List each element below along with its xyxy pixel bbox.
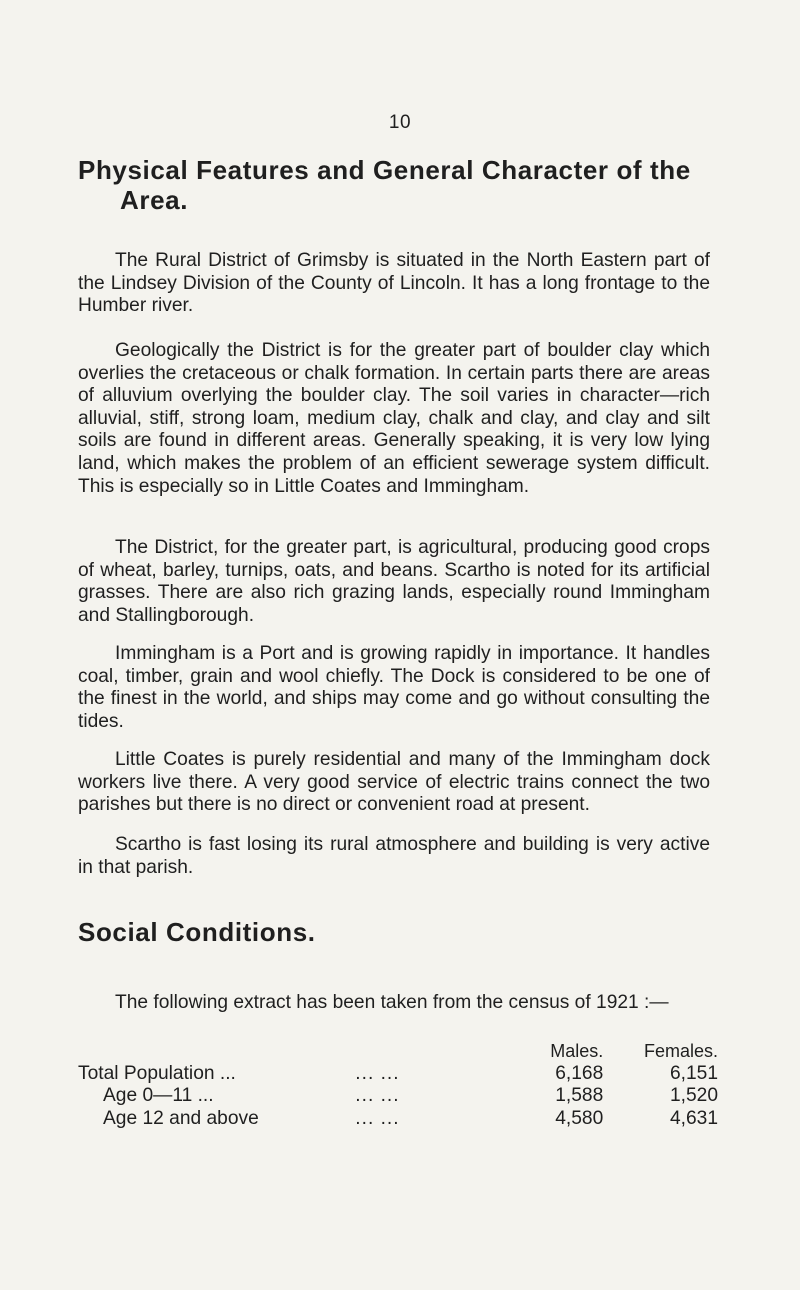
section-heading-social-conditions: Social Conditions. — [78, 917, 316, 947]
census-table — [78, 1040, 718, 1130]
row-leader-dots: ... ... — [355, 1062, 400, 1084]
paragraph-little-coates: Little Coates is purely residential and many of the Immingham dock workers live there. A very good service of electric trains connect the two parishes but there is no direct or convenient road at present. — [78, 749, 710, 816]
paragraph-geology: Geologically the District is for the greater part of boulder clay which overlies the cretaceous or chalk formation. In certain parts there are areas of alluvium overlying the boulder clay. The soil varies in character—rich alluvial, stiff, strong loam, medium clay, chalk and clay, and clay and silt soils are found in different areas. Generally speaking, it is very low lying land, which makes the problem of an efficient sewerage system difficult. This is especially so in Little Coates and Immingham. — [78, 340, 710, 497]
females-header: Females. — [643, 1041, 718, 1061]
paragraph-location: The Rural District of Grimsby is situated in the North Eastern part of the Lindsey Division of the County of Lincoln. It has a long frontage to the Humber river. — [78, 250, 710, 317]
heading-line-2: Area. — [120, 185, 189, 215]
census-header-row — [78, 1040, 718, 1063]
females-value: 6,151 — [669, 1062, 718, 1084]
paragraph-agriculture: The District, for the greater part, is agricultural, producing good crops of wheat, barley, turnips, oats, and beans. Scartho is noted for its artificial grasses. There are also rich grazing lands, especially round Immingham and Stallingborough. — [78, 537, 710, 626]
table-row — [78, 1085, 718, 1108]
table-row — [78, 1063, 718, 1086]
paragraph-scartho: Scartho is fast losing its rural atmosphere and building is very active in that parish. — [78, 834, 710, 878]
row-label: Age 12 and above — [103, 1107, 259, 1129]
paragraph-immingham-port: Immingham is a Port and is growing rapidly in importance. It handles coal, timber, grain and wool chiefly. The Dock is considered to be one of the finest in the world, and ships may come and go without consulting the tides. — [78, 643, 710, 732]
males-value: 6,168 — [555, 1062, 604, 1084]
females-value: 1,520 — [669, 1085, 718, 1106]
males-value: 1,588 — [555, 1085, 604, 1106]
row-leader-dots: ... ... — [355, 1107, 400, 1129]
females-value: 4,631 — [669, 1107, 718, 1129]
paragraph-census-intro: The following extract has been taken from the census of 1921 :— — [115, 992, 669, 1013]
heading-line-1: Physical Features and General Character of the — [78, 155, 691, 185]
row-leader-dots: ... ... — [355, 1085, 400, 1106]
row-label: Age 0—11 ... — [103, 1085, 214, 1106]
section-heading-physical-features — [78, 155, 728, 215]
page-number: 10 — [388, 112, 412, 133]
males-header: Males. — [550, 1041, 604, 1061]
males-value: 4,580 — [555, 1107, 604, 1129]
table-row — [78, 1108, 718, 1131]
row-label: Total Population ... — [78, 1062, 236, 1084]
